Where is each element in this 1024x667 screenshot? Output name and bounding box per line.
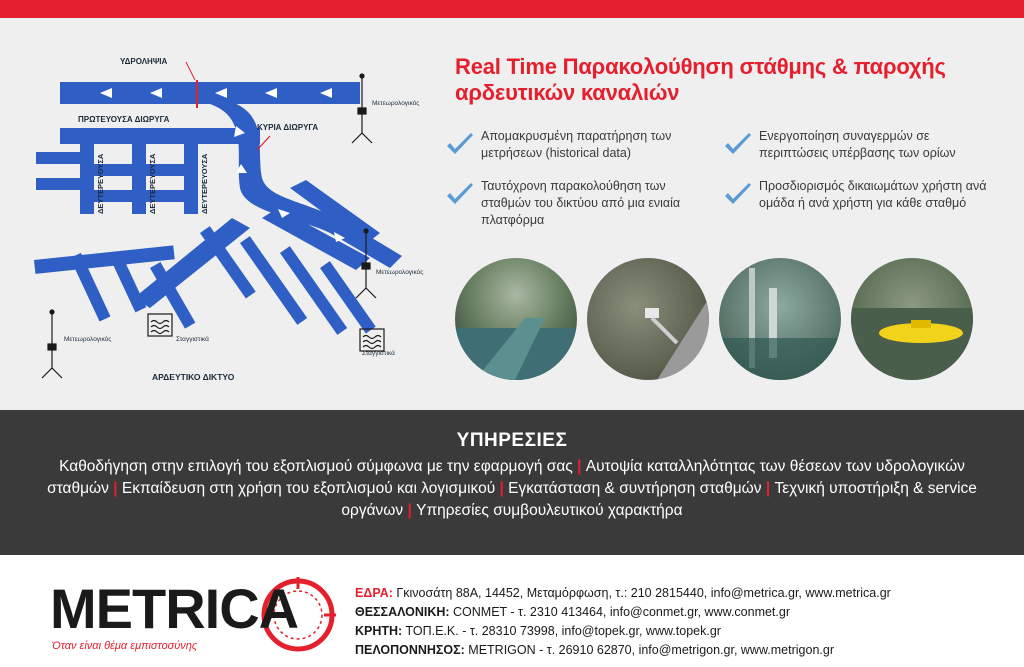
secondary-canal-label-2: ΔΕΥΤΕΡΕΥΟΥΣΑ <box>148 153 157 214</box>
services-list <box>47 456 977 522</box>
feature-text: Ταυτόχρονη παρακολούθηση των σταθμών του δικτύου από μια ενιαία πλατφόρμα <box>481 179 681 227</box>
main-canal-label: ΚΥΡΙΑ ΔΙΩΡΥΓΑ <box>257 123 319 132</box>
service-item: Καθοδήγηση στην επιλογή του εξοπλισμού σύμφωνα με την εφαρμογή σας <box>59 458 573 475</box>
contact-label: ΘΕΣΣΑΛΟΝΙΚΗ: <box>355 605 450 619</box>
contact-line-hq <box>355 584 995 603</box>
checkmark-icon <box>723 182 753 208</box>
service-item: Αυτοψία καταλληλότητας των θέσεων των υδρολογικών σταθμών <box>47 458 965 497</box>
contact-text: Γκινοσάτη 88Α, 14452, Μεταμόρφωση, τ.: 210 2815440, info@metrica.gr, www.metrica.gr <box>392 586 891 600</box>
service-item: Εγκατάσταση & συντήρηση σταθμών <box>508 480 762 497</box>
feature-item <box>445 128 715 162</box>
contact-line-thessaloniki <box>355 603 995 622</box>
feature-text: Απομακρυσμένη παρατήρηση των μετρήσεων (historical data) <box>481 129 672 160</box>
weather-station-label-1: Μετεωρολογικός <box>372 100 420 107</box>
feature-text: Ενεργοποίηση συναγερμών σε περιπτώσεις υπέρβασης των ορίων <box>759 129 956 160</box>
canal-photo-4 <box>851 258 973 380</box>
weather-station-label-2: Μετεωρολογικός <box>376 269 424 276</box>
service-separator: | <box>407 502 417 519</box>
headline-line-1: Real Time Παρακολούθηση στάθμης & παροχής <box>455 54 946 79</box>
feature-item <box>723 128 993 162</box>
headline-line-2: αρδευτικών καναλιών <box>455 80 680 105</box>
gauge-label-2: Σταγγιστικά <box>362 350 395 357</box>
contact-list <box>355 584 995 660</box>
network-label: ΑΡΔΕΥΤΙΚΟ ΔΙΚΤΥΟ <box>152 372 235 382</box>
checkmark-icon <box>445 132 475 158</box>
hero-headline <box>455 54 995 106</box>
logo-wordmark: METRICA <box>50 577 299 640</box>
services-band <box>0 410 1024 555</box>
feature-item <box>723 178 993 212</box>
service-separator: | <box>499 480 509 497</box>
secondary-canal-label-3: ΔΕΥΤΕΡΕΥΟΥΣΑ <box>200 153 209 214</box>
canal-photo-3 <box>719 258 841 380</box>
contact-label: ΠΕΛΟΠΟΝΝΗΣΟΣ: <box>355 643 465 657</box>
service-item: Υπηρεσίες συμβουλευτικού χαρακτήρα <box>416 502 683 519</box>
services-title: ΥΠΗΡΕΣΙΕΣ <box>456 430 568 451</box>
service-item: Τεχνική υποστήριξη & service οργάνων <box>341 480 977 519</box>
intake-label: ΥΔΡΟΛΗΨΙΑ <box>120 57 168 66</box>
contact-text: ΤΟΠ.Ε.Κ. - τ. 28310 73998, info@topek.gr, www.topek.gr <box>402 624 721 638</box>
canal-photo-1 <box>455 258 577 380</box>
contact-text: METRIGON - τ. 26910 62870, info@metrigon.gr, www.metrigon.gr <box>464 643 834 657</box>
footer <box>0 555 1024 667</box>
top-accent-bar <box>0 0 1024 18</box>
contact-label: ΕΔΡΑ: <box>355 586 393 600</box>
secondary-canal-label-1: ΔΕΥΤΕΡΕΥΟΥΣΑ <box>96 153 105 214</box>
service-item: Εκπαίδευση στη χρήση του εξοπλισμού και λογισμικού <box>121 480 496 497</box>
hero-section <box>0 18 1024 410</box>
weather-station-label-3: Μετεωρολογικός <box>64 336 112 343</box>
feature-text: Προσδιορισμός δικαιωμάτων χρήστη ανά ομάδα ή ανά χρήστη για κάθε σταθμό <box>759 179 987 210</box>
metrica-logo <box>50 575 340 665</box>
canal-photo-2 <box>587 258 709 380</box>
service-separator: | <box>765 480 775 497</box>
logo-tagline: Όταν είναι θέμα εμπιστοσύνης <box>52 640 198 652</box>
contact-line-crete <box>355 622 995 641</box>
service-separator: | <box>113 480 122 497</box>
service-separator: | <box>577 458 586 475</box>
checkmark-icon <box>723 132 753 158</box>
contact-label: ΚΡΗΤΗ: <box>355 624 403 638</box>
irrigation-network-diagram <box>0 18 430 410</box>
checkmark-icon <box>445 182 475 208</box>
gauge-label-1: Σταγγιστικά <box>176 336 209 343</box>
feature-item <box>445 178 715 229</box>
contact-line-peloponnese <box>355 641 995 660</box>
primary-canal-label: ΠΡΩΤΕΥΟΥΣΑ ΔΙΩΡΥΓΑ <box>78 115 170 124</box>
contact-text: CONMET - τ. 2310 413464, info@conmet.gr, www.conmet.gr <box>449 605 790 619</box>
